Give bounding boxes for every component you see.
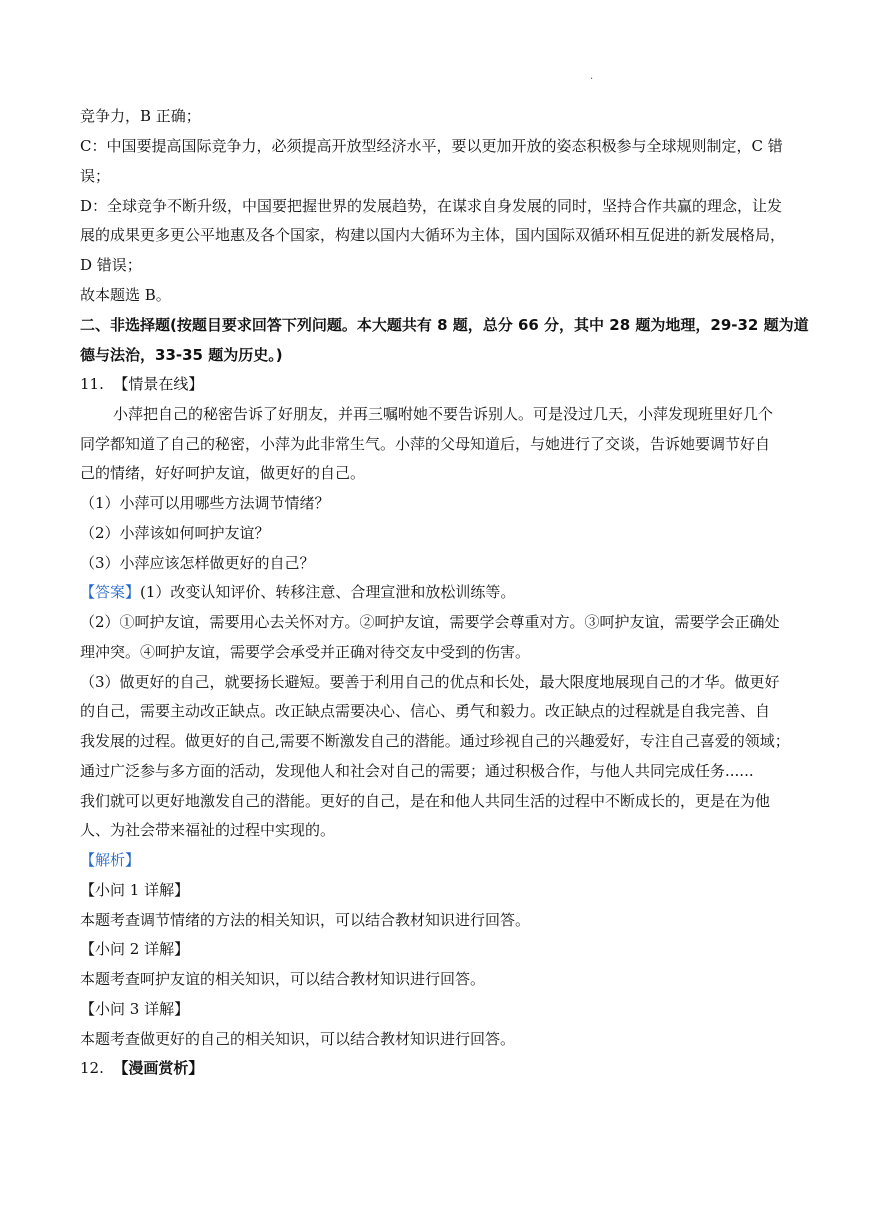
question-label: 【情景在线】 [113,375,204,393]
text-line: D：全球竞争不断升级，中国要把握世界的发展趋势，在谋求自身发展的同时，坚持合作共赢的理念，让发 [80,197,783,215]
text-line: 本题考查做更好的自己的相关知识，可以结合教材知识进行回答。 [80,1030,516,1048]
text-line: 的自己，需要主动改正缺点。改正缺点需要决心、信心、勇气和毅力。改正缺点的过程就是自我完善、自 [80,702,771,720]
header-mark: · [590,74,594,85]
answer-line [80,582,792,602]
text-line: 小萍把自己的秘密告诉了好朋友，并再三嘱咐她不要告诉别人。可是没过几天，小萍发现班里好几个 [113,405,774,423]
text-line: 竞争力，B 正确； [80,107,201,125]
text-line: 同学都知道了自己的秘密，小萍为此非常生气。小萍的父母知道后，与她进行了交谈，告诉她要调节好自 [80,435,771,453]
section-heading: 德与法治，33-35 题为历史。) [80,346,283,364]
sub-heading: 【小问 2 详解】 [80,940,190,958]
text-line: C：中国要提高国际竞争力，必须提高开放型经济水平，要以更加开放的姿态积极参与全球规则制定，C 错 [80,137,783,155]
text-line: 通过广泛参与多方面的活动，发现他人和社会对自己的需要；通过积极合作，与他人共同完成任务...... [80,762,754,780]
analysis-tag: 【解析】 [80,851,141,869]
text-line: 本题考查呵护友谊的相关知识，可以结合教材知识进行回答。 [80,970,486,988]
text-line: 故本题选 B。 [80,286,171,304]
text-line: 理冲突。④呵护友谊，需要学会承受并正确对待交友中受到的伤害。 [80,643,531,661]
question-title [80,374,792,394]
text-line: 误； [80,167,111,185]
answer-text: (1）改变认知评价、转移注意、合理宣泄和放松训练等。 [140,583,516,601]
section-heading: 二、非选择题(按题目要求回答下列问题。本大题共有 8 题，总分 66 分，其中 28 题为地理，29-32 题为道 [80,316,809,334]
sub-question: （2）小萍该如何呵护友谊？ [80,524,270,542]
sub-heading: 【小问 1 详解】 [80,881,190,899]
answer-tag: 【答案】 [80,583,141,601]
text-line: 我们就可以更好地激发自己的潜能。更好的自己，是在和他人共同生活的过程中不断成长的，更是在为他 [80,792,771,810]
text-line: 人、为社会带来福祉的过程中实现的。 [80,821,336,839]
question-label: 【漫画赏析】 [113,1059,204,1077]
sub-heading: 【小问 3 详解】 [80,1000,190,1018]
text-line: 展的成果更多更公平地惠及各个国家，构建以国内大循环为主体，国内国际双循环相互促进的新发展格局， [80,226,786,244]
sub-question: （1）小萍可以用哪些方法调节情绪？ [80,494,330,512]
question-number: 12. [80,1059,104,1077]
text-line: 我发展的过程。做更好的自己,需要不断激发自己的潜能。通过珍视自己的兴趣爱好，专注自己喜爱的领域； [80,732,790,750]
question-title [80,1058,792,1078]
text-line: （2）①呵护友谊，需要用心去关怀对方。②呵护友谊，需要学会尊重对方。③呵护友谊，需要学会正确处 [80,613,780,631]
question-number: 11. [80,375,104,393]
text-line: 本题考查调节情绪的方法的相关知识，可以结合教材知识进行回答。 [80,911,531,929]
sub-question: （3）小萍应该怎样做更好的自己？ [80,554,315,572]
text-line: D 错误； [80,256,142,274]
text-line: 己的情绪，好好呵护友谊，做更好的自己。 [80,464,366,482]
text-line: （3）做更好的自己，就要扬长避短。要善于利用自己的优点和长处，最大限度地展现自己的才华。做更好 [80,673,780,691]
